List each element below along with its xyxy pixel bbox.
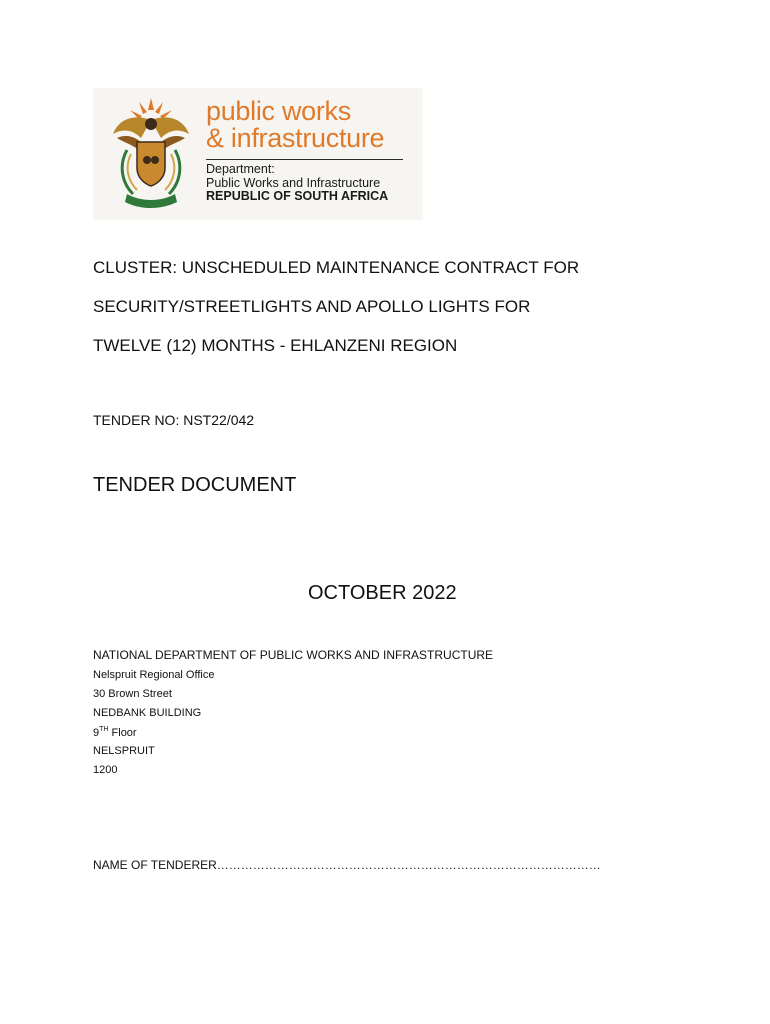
title-line-3: TWELVE (12) MONTHS - EHLANZENI REGION	[93, 336, 458, 355]
department-name: Public Works and Infrastructure	[206, 175, 381, 190]
floor-suffix: TH	[99, 726, 109, 733]
tender-number: TENDER NO: NST22/042	[93, 412, 255, 428]
document-date: OCTOBER 2022	[308, 582, 457, 604]
address-city: NELSPRUIT	[93, 745, 155, 757]
address-street: 30 Brown Street	[93, 688, 172, 700]
title-line-1: CLUSTER: UNSCHEDULED MAINTENANCE CONTRACT FOR	[93, 258, 580, 277]
floor-word: Floor	[108, 727, 137, 739]
floor-number: 9	[93, 727, 100, 739]
address-postal-code: 1200	[93, 764, 118, 776]
department-info	[206, 163, 388, 204]
address-floor	[93, 726, 137, 739]
brand-name	[206, 98, 384, 152]
department-label: Department:	[206, 162, 275, 176]
tenderer-name-field: NAME OF TENDERER……………………………………………………………………………………	[93, 858, 601, 872]
coat-of-arms-icon	[105, 94, 197, 212]
address-office: Nelspruit Regional Office	[93, 669, 215, 681]
address-building: NEDBANK BUILDING	[93, 707, 202, 719]
title-line-2: SECURITY/STREETLIGHTS AND APOLLO LIGHTS FOR	[93, 297, 531, 316]
address-department: NATIONAL DEPARTMENT OF PUBLIC WORKS AND INFRASTRUCTURE	[93, 648, 494, 662]
brand-name-line1: public works	[206, 96, 351, 126]
country-name: REPUBLIC OF SOUTH AFRICA	[206, 189, 389, 203]
brand-name-line2: & infrastructure	[206, 123, 385, 153]
brand-divider	[206, 159, 403, 160]
department-logo	[93, 88, 423, 220]
document-type: TENDER DOCUMENT	[93, 474, 297, 496]
